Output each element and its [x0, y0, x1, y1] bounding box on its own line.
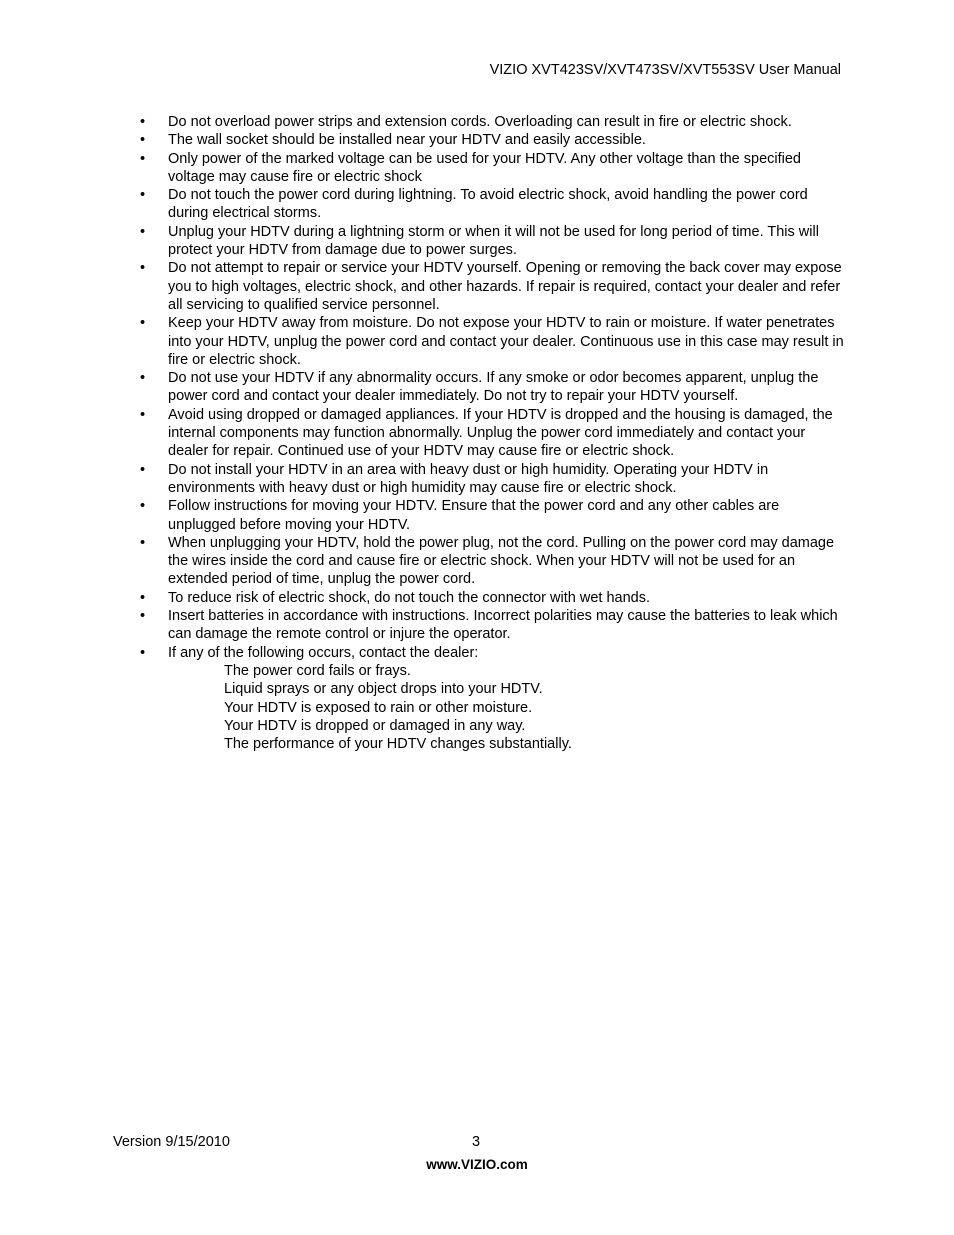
bullet-text: Do not overload power strips and extension cords. Overloading can result in fire or electric shock. — [168, 114, 792, 130]
bullet-symbol: • — [140, 406, 146, 423]
footer-url: www.VIZIO.com — [426, 1157, 528, 1172]
bullet-symbol: • — [140, 150, 146, 167]
bullet-symbol: • — [140, 187, 146, 204]
bullet-item — [140, 589, 846, 607]
bullet-text: Only power of the marked voltage can be used for your HDTV. Any other voltage than the specified voltage may cause fire or electric shock — [168, 150, 801, 185]
bullet-text: Do not install your HDTV in an area with heavy dust or high humidity. Operating your HDTV in environments with heavy dust or high humidity may cause fire or electric shock. — [168, 461, 769, 496]
bullet-text: Do not use your HDTV if any abnormality occurs. If any smoke or odor becomes apparent, unplug the power cord and contact your dealer immediately. Do not try to repair your HDTV yourself. — [168, 370, 819, 405]
bullet-item — [140, 644, 846, 754]
bullet-item — [140, 223, 846, 260]
bullet-item — [140, 314, 846, 369]
bullet-symbol: • — [140, 498, 146, 515]
safety-bullet-list — [140, 113, 846, 753]
bullet-symbol: • — [140, 370, 146, 387]
dealer-conditions-list — [168, 662, 846, 753]
bullet-item — [140, 534, 846, 589]
bullet-text: Follow instructions for moving your HDTV. Ensure that the power cord and any other cables are unplugged before moving your HDTV. — [168, 498, 780, 533]
bullet-symbol: • — [140, 461, 146, 478]
page-header-title: VIZIO XVT423SV/XVT473SV/XVT553SV User Manual — [489, 62, 841, 78]
bullet-item — [140, 150, 846, 187]
bullet-symbol: • — [140, 260, 146, 277]
condition-item: The performance of your HDTV changes substantially. — [224, 736, 572, 753]
bullet-text: Keep your HDTV away from moisture. Do not expose your HDTV to rain or moisture. If water penetrates into your HDTV, unplug the power cord and contact your dealer. Continuous use in this case may result in fire or electric shock. — [168, 315, 844, 368]
bullet-text: The wall socket should be installed near your HDTV and easily accessible. — [168, 132, 646, 149]
condition-item: Liquid sprays or any object drops into your HDTV. — [224, 681, 543, 698]
bullet-text: Do not attempt to repair or service your HDTV yourself. Opening or removing the back cover may expose you to high voltages, electric shock, and other hazards. If repair is required, contact your dealer and refer all servicing to qualified service personnel. — [168, 260, 842, 313]
bullet-text: If any of the following occurs, contact the dealer: — [168, 644, 479, 661]
bullet-item — [140, 406, 846, 461]
bullet-text: Avoid using dropped or damaged appliances. If your HDTV is dropped and the housing is damaged, the internal components may function abnormally. Unplug the power cord immediately and contact your dealer for repair. Continued use of your HDTV may cause fire or electric shock. — [168, 406, 833, 460]
footer-page-number: 3 — [472, 1134, 481, 1150]
bullet-item — [140, 186, 846, 223]
bullet-item — [140, 497, 846, 534]
bullet-symbol: • — [140, 132, 146, 149]
footer-version: Version 9/15/2010 — [113, 1134, 230, 1150]
bullet-item — [140, 259, 846, 314]
bullet-symbol: • — [140, 608, 146, 625]
bullet-text: When unplugging your HDTV, hold the power plug, not the cord. Pulling on the power cord may damage the wires inside the cord and cause fire or electric shock. When your HDTV will not be used for an extended period of time, unplug the power cord. — [168, 534, 835, 588]
bullet-item — [140, 131, 846, 149]
condition-item: Your HDTV is exposed to rain or other moisture. — [224, 699, 533, 716]
bullet-text: To reduce risk of electric shock, do not touch the connector with wet hands. — [168, 589, 650, 606]
bullet-text: Do not touch the power cord during lightning. To avoid electric shock, avoid handling the power cord during electrical storms. — [168, 187, 808, 222]
bullet-symbol: • — [140, 223, 146, 240]
bullet-text: Insert batteries in accordance with instructions. Incorrect polarities may cause the batteries to leak which can damage the remote control or injure the operator. — [168, 608, 838, 643]
bullet-item — [140, 113, 846, 131]
bullet-item — [140, 607, 846, 644]
condition-item: Your HDTV is dropped or damaged in any way. — [224, 717, 526, 734]
bullet-symbol: • — [140, 534, 146, 551]
bullet-symbol: • — [140, 315, 146, 332]
bullet-item — [140, 369, 846, 406]
bullet-symbol: • — [140, 644, 146, 661]
bullet-text: Unplug your HDTV during a lightning storm or when it will not be used for long period of time. This will protect your HDTV from damage due to power surges. — [168, 223, 819, 259]
condition-item: The power cord fails or frays. — [224, 662, 411, 679]
bullet-symbol: • — [140, 114, 146, 130]
bullet-item — [140, 461, 846, 498]
bullet-symbol: • — [140, 589, 146, 606]
